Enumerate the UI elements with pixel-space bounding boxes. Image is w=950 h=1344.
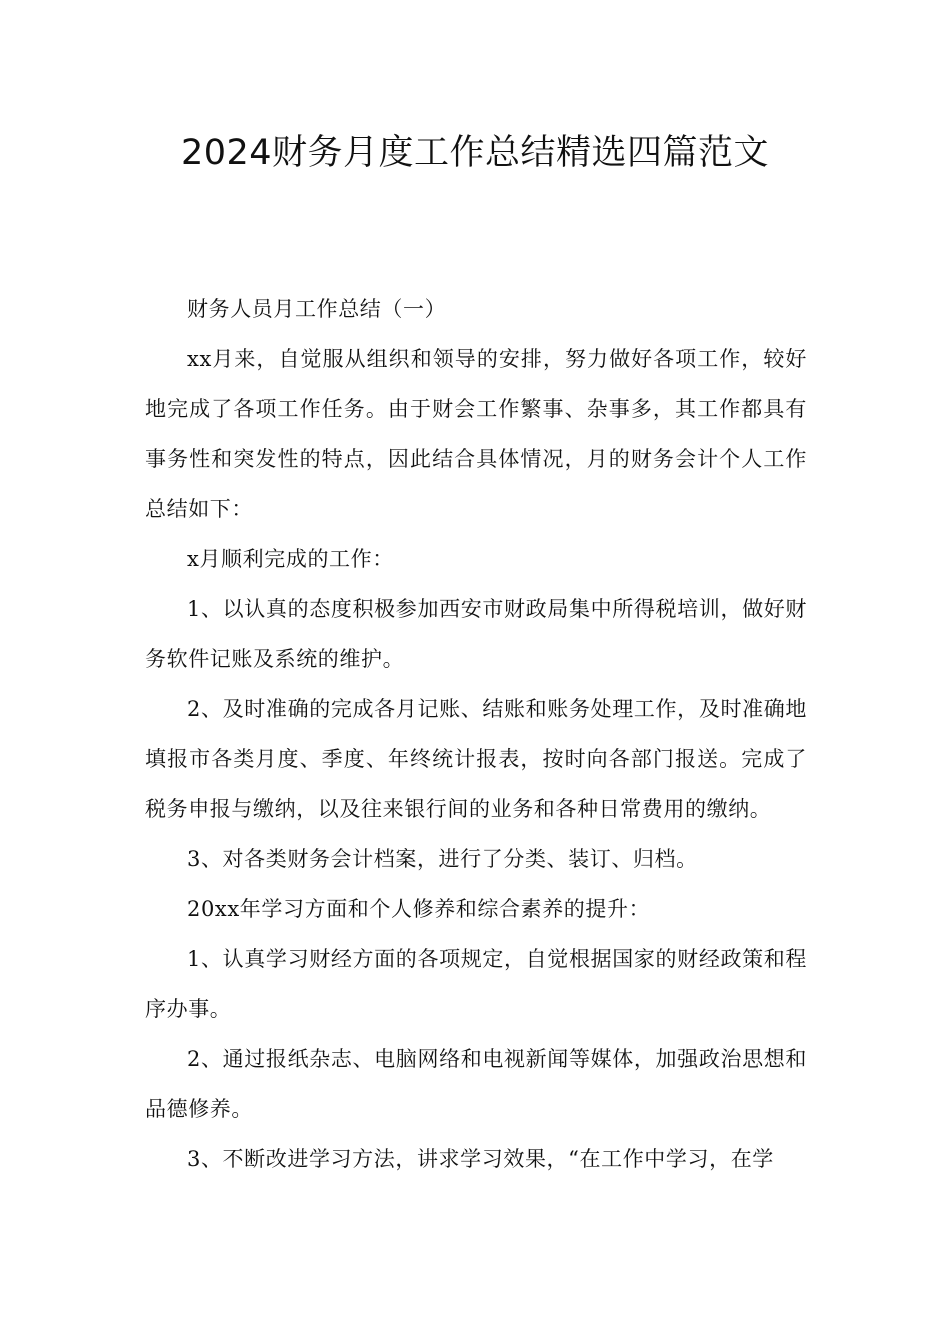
- paragraph: x月顺利完成的工作：: [187, 547, 394, 571]
- paragraph: 2、及时准确的完成各月记账、结账和账务处理工作，及时准确地填报市各类月度、季度、年终统计报表，按时向各部门报送。完成了税务申报与缴纳，以及往来银行间的业务和各种日常费用的缴纳。: [145, 697, 807, 821]
- paragraph: 3、对各类财务会计档案，进行了分类、装订、归档。: [187, 847, 698, 871]
- document-title: 2024财务月度工作总结精选四篇范文: [180, 133, 770, 173]
- paragraph: 3、不断改进学习方法，讲求学习效果，“在工作中学习，在学: [187, 1147, 774, 1171]
- paragraph: 1、以认真的态度积极参加西安市财政局集中所得税培训，做好财务软件记账及系统的维护。: [145, 597, 807, 671]
- paragraph: 1、认真学习财经方面的各项规定，自觉根据国家的财经政策和程序办事。: [145, 947, 807, 1021]
- paragraph: 2、通过报纸杂志、电脑网络和电视新闻等媒体，加强政治思想和品德修养。: [145, 1047, 807, 1121]
- document-body: [145, 284, 807, 1184]
- paragraph: xx月来，自觉服从组织和领导的安排，努力做好各项工作，较好地完成了各项工作任务。由于财会工作繁事、杂事多，其工作都具有事务性和突发性的特点，因此结合具体情况，月的财务会计个人工作总结如下：: [145, 347, 807, 521]
- section-heading: 财务人员月工作总结（一）: [187, 297, 447, 321]
- paragraph: 20xx年学习方面和个人修养和综合素养的提升：: [187, 897, 651, 921]
